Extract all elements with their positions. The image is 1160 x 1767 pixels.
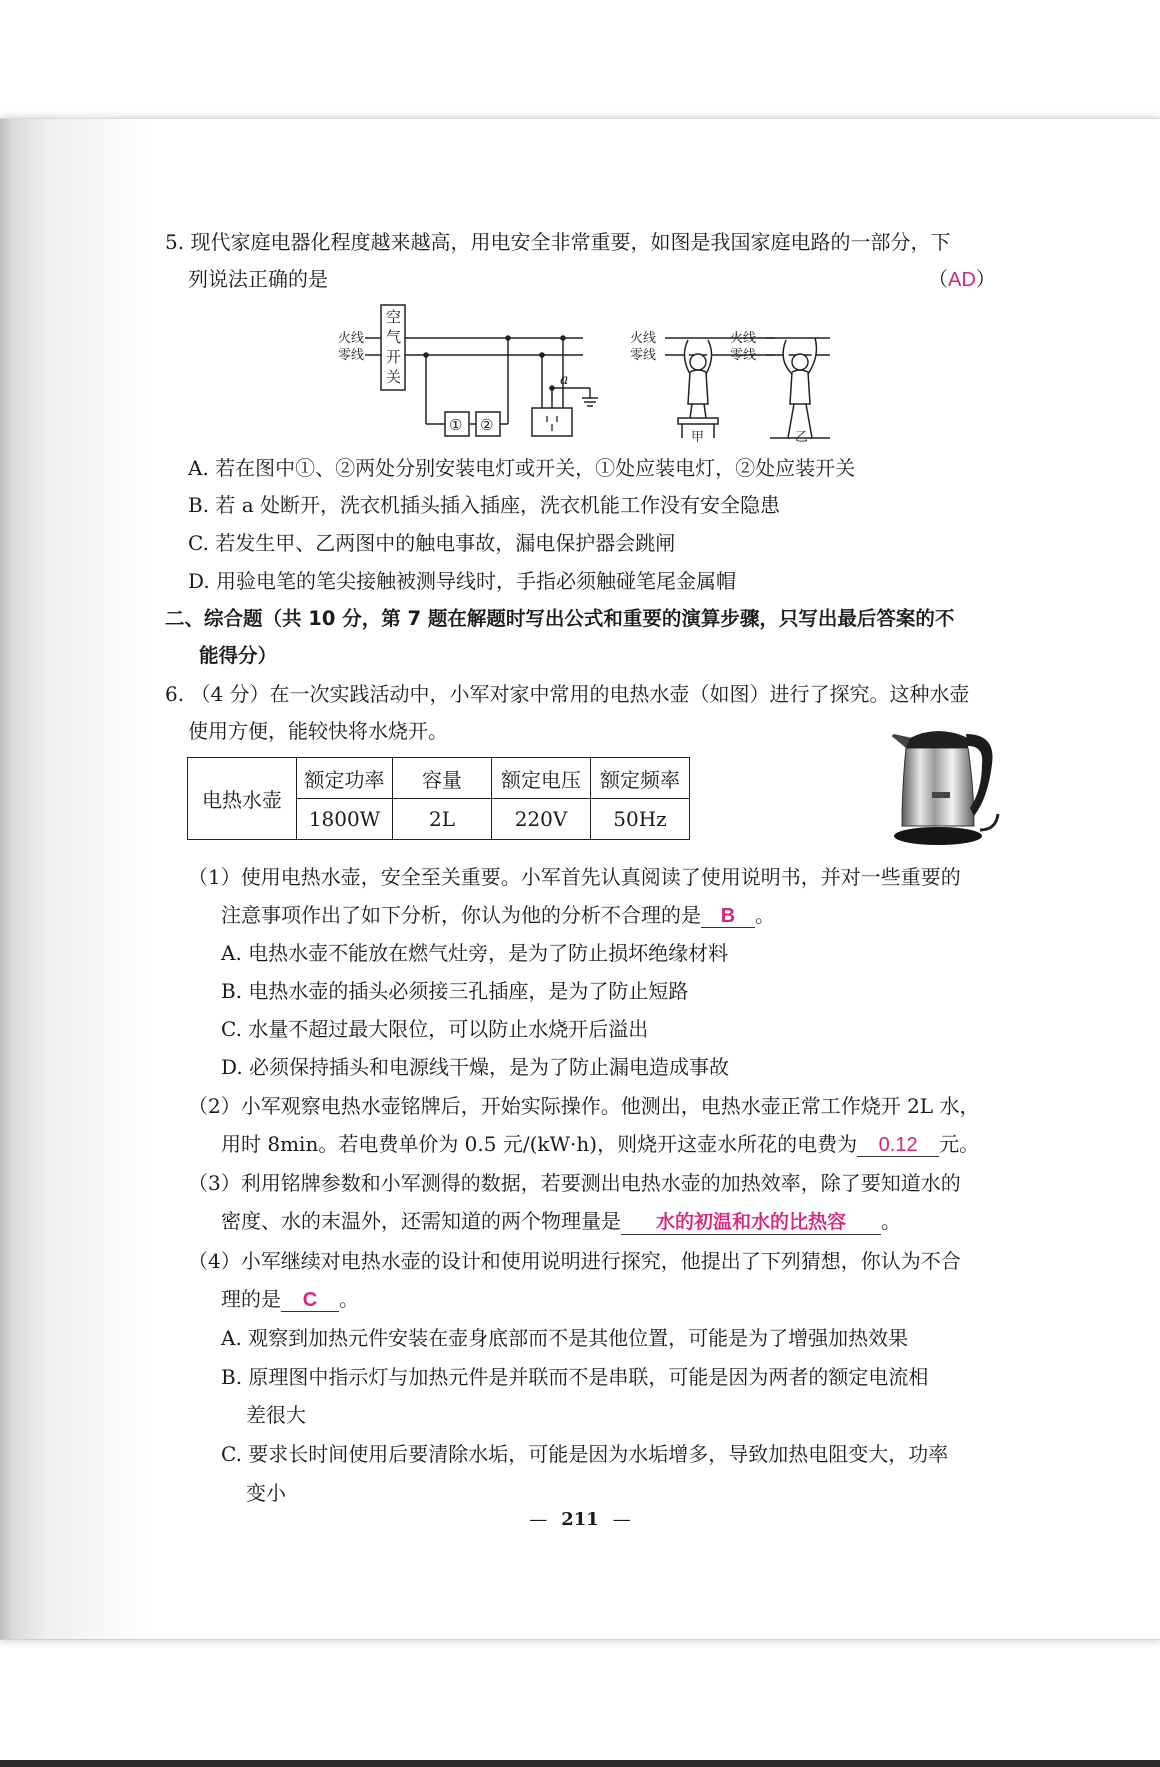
breaker-label-4: 关 [386, 368, 402, 386]
q6-p4-option-b-line2: 差很大 [246, 1403, 306, 1427]
paren-open: （ [928, 267, 948, 291]
q6-p2-prompt: 用时 8min。若电费单价为 0.5 元/(kW·h)，则烧开这壶水所花的电费为 [221, 1132, 858, 1156]
q6-p3-answer: 水的初温和水的比热容 [621, 1212, 881, 1235]
live-wire-label-2: 火线 [630, 331, 657, 346]
spec-value-voltage: 220V [492, 799, 591, 840]
q5-option-c: C. 若发生甲、乙两图中的触电事故，漏电保护器会跳闸 [188, 531, 676, 555]
neutral-wire-label-2: 零线 [630, 348, 657, 363]
q6-p4-option-b-line1: B. 原理图中指示灯与加热元件是并联而不是串联，可能是因为两者的额定电流相 [221, 1365, 929, 1389]
q6-p4-option-c-line1: C. 要求长时间使用后要清除水垢，可能是因为水垢增多，导致加热电阻变大，功率 [221, 1442, 949, 1466]
q6-p1-prompt: 注意事项作出了如下分析，你认为他的分析不合理的是 [221, 903, 701, 927]
q5-stem-line1: 5. 现代家庭电器化程度越来越高，用电安全非常重要，如图是我国家庭电路的一部分，下 [165, 230, 951, 254]
q6-p3-prompt: 密度、水的末温外，还需知道的两个物理量是 [221, 1209, 621, 1233]
electric-kettle-image [888, 718, 1003, 850]
q6-p3-end: 。 [881, 1209, 901, 1233]
q5-stem-line2: 列说法正确的是 [188, 267, 328, 291]
breaker-label-1: 空 [386, 308, 402, 326]
q6-p3-line1: （3）利用铭牌参数和小军测得的数据，若要测出电热水壶的加热效率，除了要知道水的 [188, 1171, 961, 1195]
section2-heading-line2: 能得分） [199, 644, 278, 667]
paren-close: ） [975, 267, 996, 291]
point-a-label: a [560, 372, 569, 388]
q6-p1-line1: （1）使用电热水壶，安全至关重要。小军首先认真阅读了使用说明书，并对一些重要的 [188, 865, 961, 889]
q6-p4-line2 [221, 1286, 359, 1312]
page-footer [0, 1509, 1160, 1530]
footer-dash-right: — [612, 1509, 631, 1530]
section2-heading-line1: 二、综合题（共 10 分，第 7 题在解题时写出公式和重要的演算步骤，只写出最后答案的不 [165, 607, 955, 630]
q6-p2-answer: 0.12 [857, 1134, 939, 1157]
q6-p3-line2 [221, 1208, 901, 1235]
q6-p2-line2 [221, 1131, 979, 1157]
spec-header-capacity: 容量 [393, 758, 492, 799]
spec-header-power: 额定功率 [297, 758, 393, 799]
q6-p1-line2 [221, 902, 775, 928]
q6-p2-line1: （2）小军观察电热水壶铭牌后，开始实际操作。他测出，电热水壶正常工作烧开 2L 水， [188, 1094, 980, 1118]
spec-header-voltage: 额定电压 [492, 758, 591, 799]
q6-p1-option-c: C. 水量不超过最大限位，可以防止水烧开后溢出 [221, 1017, 649, 1041]
bottom-bar [0, 1760, 1160, 1767]
neutral-wire-label-1: 零线 [338, 348, 365, 363]
q5-answer: AD [948, 269, 976, 291]
q6-p1-answer: B [701, 905, 755, 928]
spec-value-power: 1800W [297, 799, 393, 840]
spec-header-frequency: 额定频率 [591, 758, 690, 799]
q6-p4-option-a: A. 观察到加热元件安装在壶身底部而不是其他位置，可能是为了增强加热效果 [221, 1326, 909, 1350]
q5-option-b: B. 若 a 处断开，洗衣机插头插入插座，洗衣机能工作没有安全隐患 [188, 493, 781, 517]
breaker-label-2: 气 [386, 328, 402, 346]
q6-p1-end: 。 [755, 903, 775, 927]
person-jia-label: 甲 [691, 430, 705, 445]
person-yi-label: 乙 [795, 430, 809, 445]
q5-option-d: D. 用验电笔的笔尖接触被测导线时，手指必须触碰笔尾金属帽 [188, 569, 737, 593]
live-wire-label-3: 火线 [730, 331, 757, 346]
q6-p4-option-c-line2: 变小 [246, 1481, 286, 1505]
q6-stem-line2: 使用方便，能较快将水烧开。 [188, 719, 448, 743]
spec-value-frequency: 50Hz [591, 799, 690, 840]
page-number: 211 [561, 1509, 599, 1530]
page-edge-shadow [0, 119, 150, 1639]
neutral-wire-label-3: 零线 [730, 348, 757, 363]
q5-option-a: A. 若在图中①、②两处分别安装电灯或开关，①处应装电灯，②处应装开关 [188, 456, 856, 480]
spec-value-capacity: 2L [393, 799, 492, 840]
breaker-label-3: 开 [386, 348, 402, 366]
q6-p4-answer: C [281, 1289, 339, 1312]
q6-p4-end: 。 [339, 1287, 359, 1311]
q6-p1-option-a: A. 电热水壶不能放在燃气灶旁，是为了防止损坏绝缘材料 [221, 941, 729, 965]
live-wire-label-1: 火线 [338, 331, 365, 346]
kettle-spec-table [187, 757, 690, 840]
q5-answer-box [928, 266, 996, 293]
q6-p1-option-d: D. 必须保持插头和电源线干燥，是为了防止漏电造成事故 [221, 1055, 730, 1079]
spec-row-label: 电热水壶 [188, 758, 297, 840]
q6-p4-line1: （4）小军继续对电热水壶的设计和使用说明进行探究，他提出了下列猜想，你认为不合 [188, 1249, 961, 1273]
slot-2-label: ② [480, 416, 494, 434]
q6-stem-line1: 6. （4 分）在一次实践活动中，小军对家中常用的电热水壶（如图）进行了探究。这种水壶 [165, 682, 970, 706]
q6-p1-option-b: B. 电热水壶的插头必须接三孔插座，是为了防止短路 [221, 979, 689, 1003]
slot-1-label: ① [449, 416, 463, 434]
household-circuit-diagram [330, 300, 850, 445]
q6-p4-prompt: 理的是 [221, 1287, 281, 1311]
footer-dash-left: — [529, 1509, 548, 1530]
q6-p2-end: 元。 [939, 1132, 980, 1156]
